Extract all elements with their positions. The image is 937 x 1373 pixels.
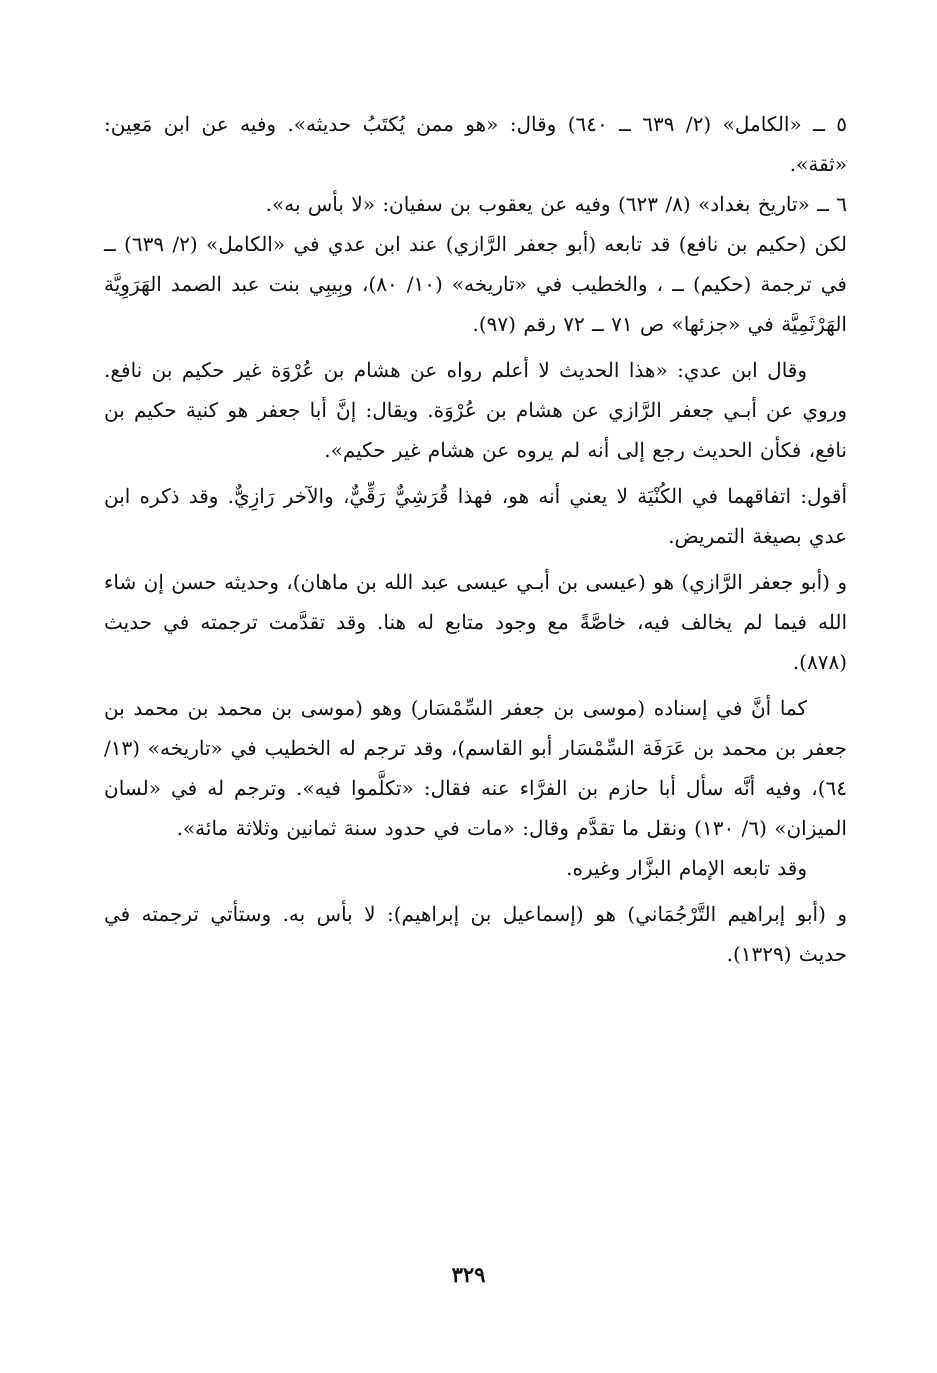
paragraph-isnad-musa: كما أنَّ في إسناده (موسى بن جعفر السِّمْسَار) وهو (موسى بن محمد بن محمد بن جعفر بن محمد بن عَرَفَة السِّمْسَار أبو القاسم)، وقد ترجم له الخطيب في «تاريخه» (١٣/ ٦٤)، وفيه أنَّه سأل أبا حازم بن الفرَّاء عنه فقال: «تكلَّموا فيه». وترجم له في «لسان الميزان» (٦/ ١٣٠) ونقل ما تقدَّم وقال: «مات في حدود سنة ثمانين وثلاثة مائة».: [104, 696, 847, 840]
page-number: ٣٢٩: [451, 1262, 486, 1287]
paragraph-author-opinion: أقول: اتفاقهما في الكُنْيَة لا يعني أنه هو، فهذا قُرَشِيٌّ رَقِّيٌّ، والآخر رَازِيٌّ. وقد ذكره ابن عدي بصيغة التمريض.: [104, 484, 847, 548]
paragraph-follow-up: لكن (حكيم بن نافع) قد تابعه (أبو جعفر الرَّازي) عند ابن عدي في «الكامل» (٢/ ٦٣٩) ــ في ترجمة (حكيم) ــ ، والخطيب في «تاريخه» (١٠/ ٨٠)، وبِيبِي بنت عبد الصمد الهَرَوِيَّة الهَرْثَمِيَّة في «جزئها» ص ٧١ ــ ٧٢ رقم (٩٧).: [104, 232, 847, 336]
paragraph-abu-jafar: و (أبو جعفر الرَّازي) هو (عيسى بن أبـي عيسى عبد الله بن ماهان)، وحديثه حسن إن شاء الله فيما لم يخالف فيه، خاصَّةً مع وجود متابع له هنا. وقد تقدَّمت ترجمته في حديث (٨٧٨).: [104, 570, 847, 674]
paragraph-abu-ibrahim: و (أبو إبراهيم التَّرْجُمَاني) هو (إسماعيل بن إبراهيم): لا بأس به. وستأتي ترجمته في حديث (١٣٢٩).: [104, 902, 847, 966]
paragraph-ibn-adi-quote: وقال ابن عدي: «هذا الحديث لا أعلم رواه عن هشام بن عُرْوَة غير حكيم بن نافع. وروي عن أبـي جعفر الرَّازي عن هشام بن عُرْوَة. ويقال: إنَّ أبا جعفر هو كنية حكيم بن نافع، فكأن الحديث رجع إلى أنه لم يروه عن هشام غير حكيم».: [104, 358, 847, 462]
footnote-6: ٦ ــ «تاريخ بغداد» (٨/ ٦٢٣) وفيه عن يعقوب بن سفيان: «لا بأس به».: [265, 192, 847, 216]
footnote-5: ٥ ــ «الكامل» (٢/ ٦٣٩ ــ ٦٤٠) وقال: «هو ممن يُكتَبُ حديثه». وفيه عن ابن مَعِين: «ثقة».: [104, 112, 847, 176]
paragraph-bazzar: وقد تابعه الإمام البزَّار وغيره.: [566, 856, 807, 880]
